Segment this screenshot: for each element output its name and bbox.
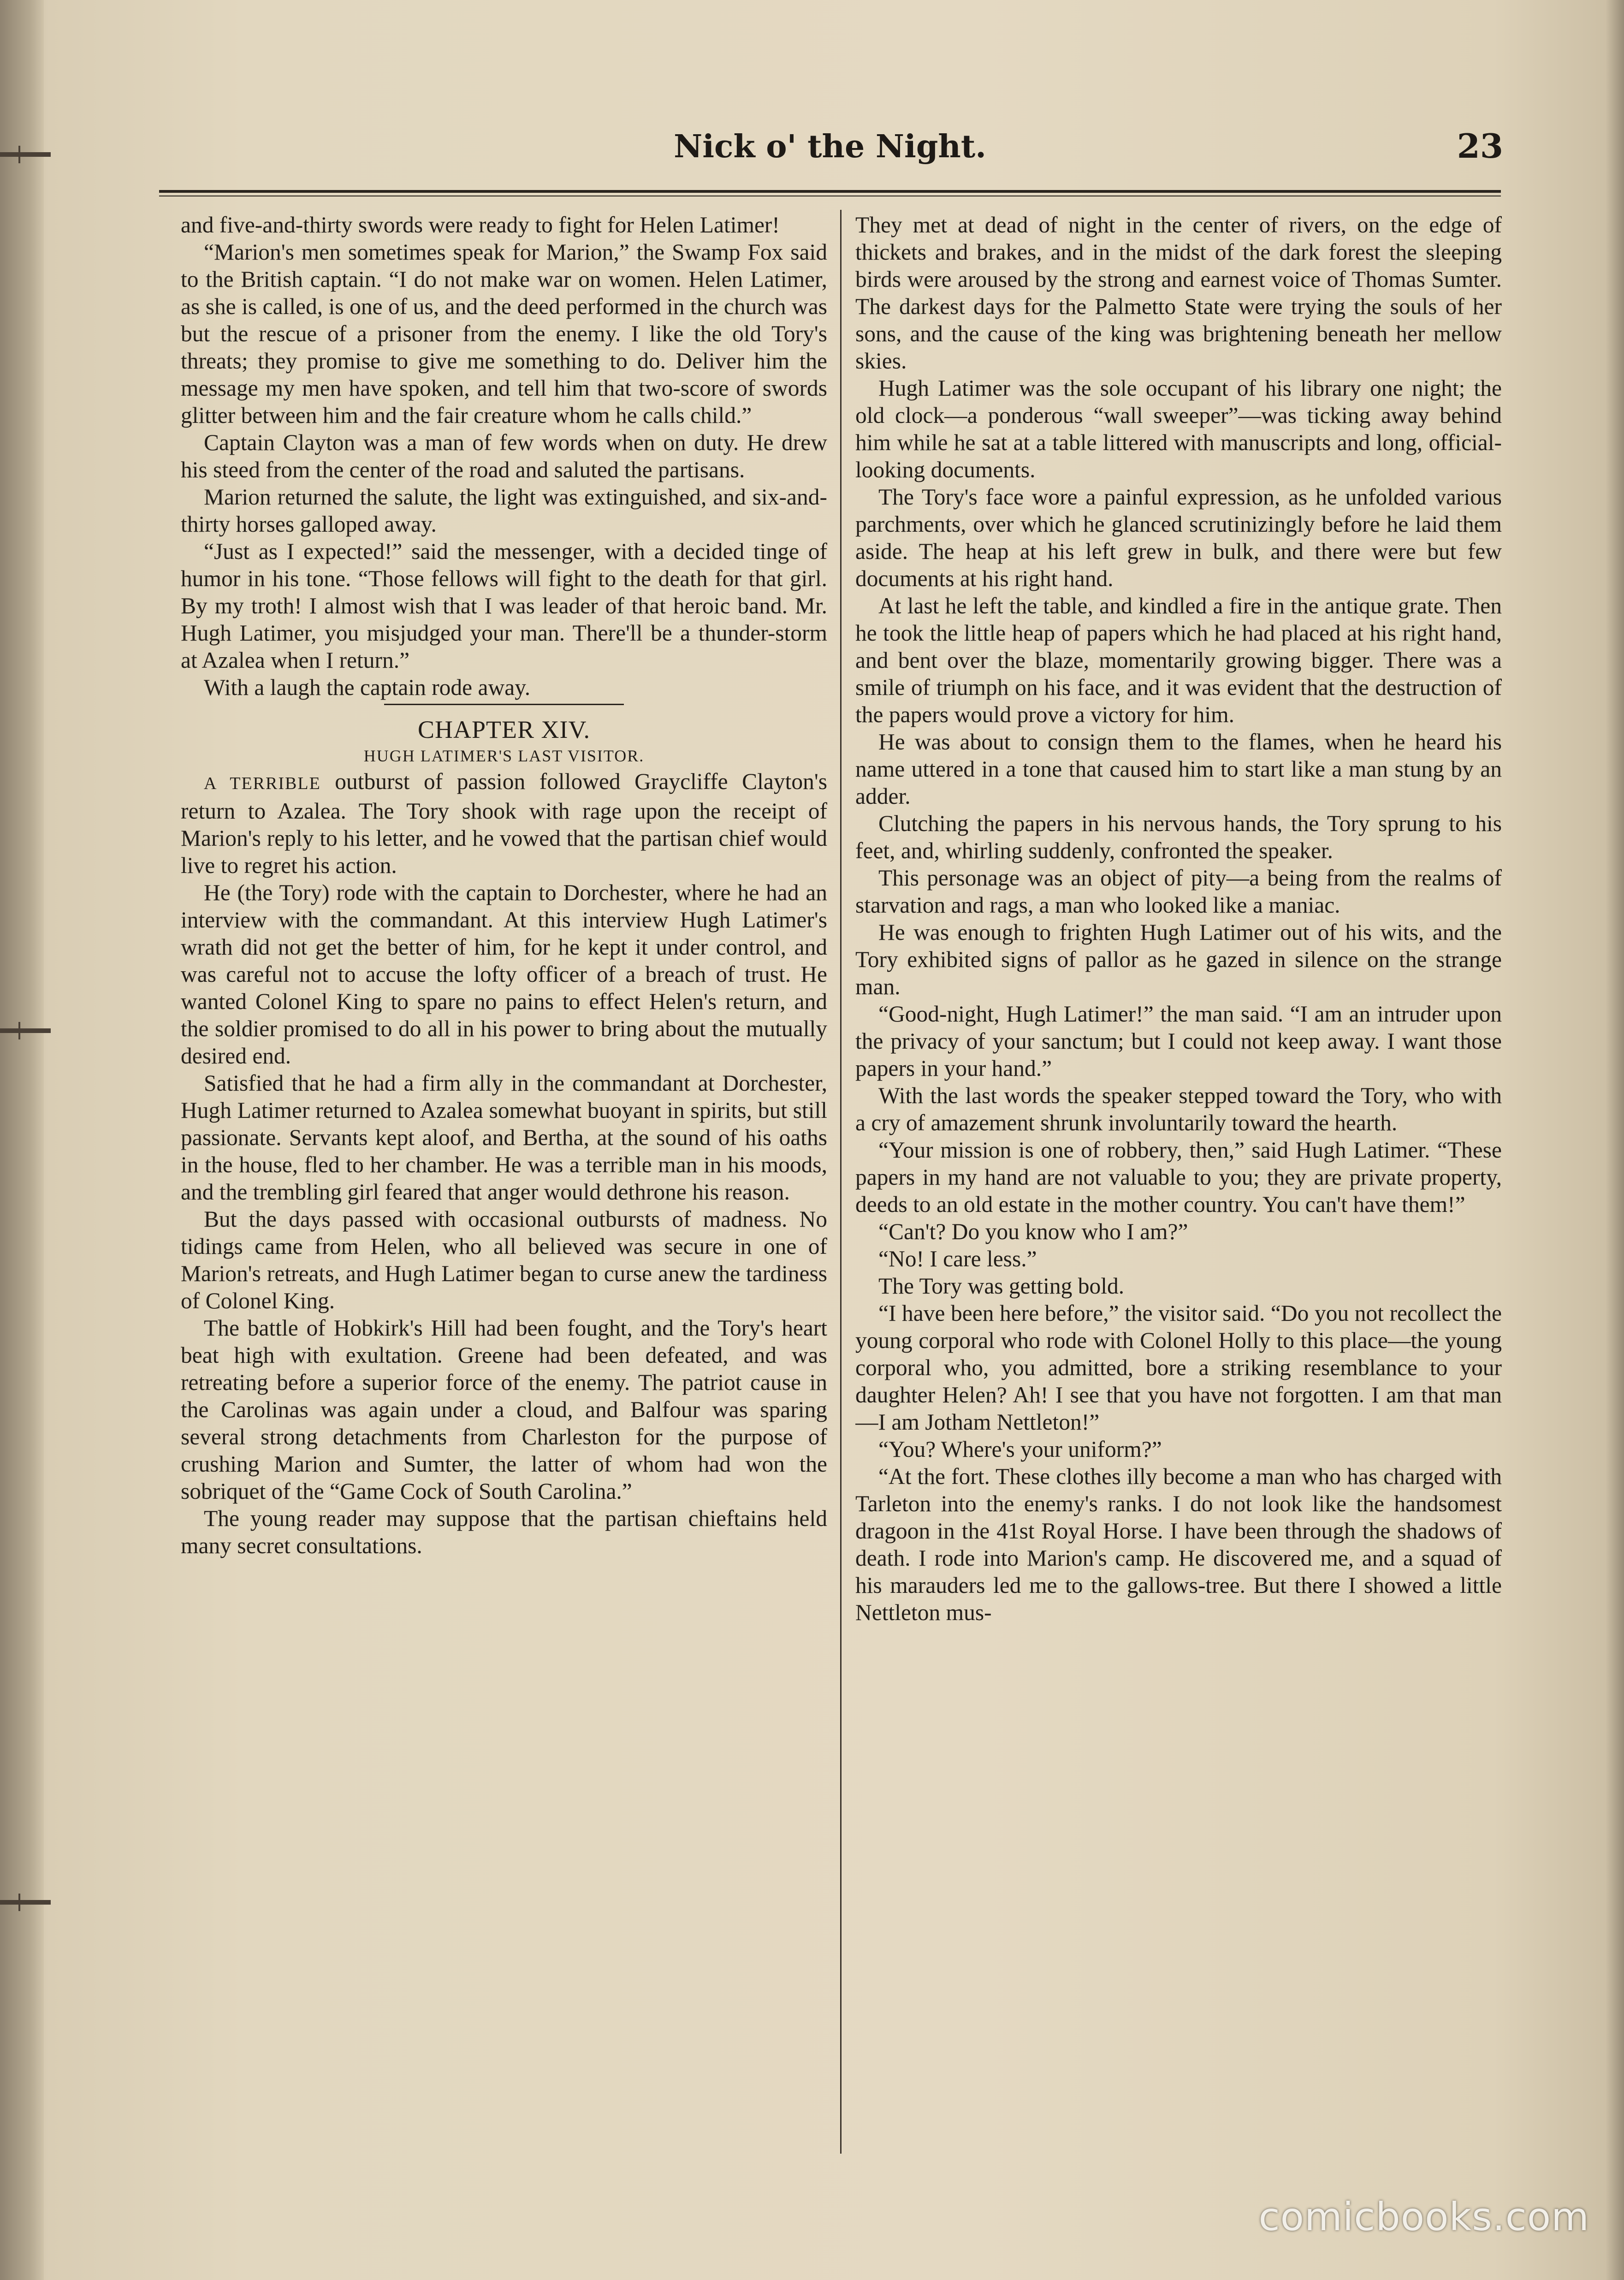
staple-mark (0, 152, 51, 157)
watermark: comicbooks.com (1258, 2194, 1589, 2239)
left-column (181, 211, 827, 2162)
paragraph: He was enough to frighten Hugh Latimer out of his wits, and the Tory exhibited signs of pallor as he gazed in silence on the strange man. (855, 920, 1502, 999)
paragraph: With a laugh the captain rode away. (204, 675, 531, 700)
paragraph: He (the Tory) rode with the captain to Dorchester, where he had an interview with the commandant. At this interview Hugh Latimer's wrath did not get the better of him, for he kept it under control, and was careful not to accuse the lofty officer of a breach of trust. He wanted Colonel King to spare no pains to effect Helen's return, and the soldier promised to do all in his power to bring about the mutually desired end. (181, 880, 827, 1069)
paragraph: “Just as I expected!” said the messenger, with a decided tinge of humor in his tone. “Those fellows will fight to the death for that girl. By my troth! I almost wish that I was leader of that heroic band. Mr. Hugh Latimer, you misjudged your man. There'll be a thunder-storm at Azalea when I return.” (181, 539, 827, 673)
paragraph: “Marion's men sometimes speak for Marion,” the Swamp Fox said to the British captain. “I do not make war on women. Helen Latimer, as she is called, is one of us, and the deed performed in the church was but the rescue of a prisoner from the enemy. I like the old Tory's threats; they promise to give me something to do. Deliver him the message my men have spoken, and tell him that two-score of swords glitter between him and the fair creature whom he calls child.” (181, 239, 827, 428)
page-number: 23 (1457, 126, 1503, 166)
paragraph: But the days passed with occasional outbursts of madness. No tidings came from Helen, who all believed was secure in one of Marion's retreats, and Hugh Latimer began to curse anew the tardiness of Colonel King. (181, 1206, 827, 1313)
chapter-divider (384, 704, 624, 705)
paragraph: The Tory was getting bold. (878, 1273, 1125, 1299)
page-edge-shadow (1606, 0, 1624, 2280)
paragraph: “I have been here before,” the visitor said. “Do you not recollect the young corporal who rode with Colonel Holly to this place—the young corporal who, you admitted, bore a striking resemblance to your daughter Helen? Ah! I see that you have not forgotten. I am that man—I am Jotham Nettleton!” (855, 1300, 1502, 1435)
paragraph: The Tory's face wore a painful expression, as he unfolded various parchments, over which he glanced scrutinizingly before he laid them aside. The heap at his left grew in bulk, and there were but few documents at his right hand. (855, 484, 1502, 591)
chapter-title: CHAPTER XIV. (417, 716, 591, 743)
paragraph: At last he left the table, and kindled a fire in the antique grate. Then he took the little heap of papers which he had placed at his right hand, and bent over the blaze, momentarily growing bigger. There was a smile of triumph on his face, and it was evident that the destruction of the papers would prove a victory for him. (855, 593, 1502, 727)
running-header (157, 125, 1503, 175)
paragraph: He was about to consign them to the flames, when he heard his name uttered in a tone that caused him to start like a man stung by an adder. (855, 729, 1502, 809)
paragraph: Hugh Latimer was the sole occupant of his library one night; the old clock—a ponderous “wall sweeper”—was ticking away behind him while he sat at a table littered with manuscripts and long, official-looking documents. (855, 375, 1502, 482)
chapter-opening-paragraph (181, 768, 827, 879)
paragraph: “Can't? Do you know who I am?” (878, 1219, 1188, 1244)
paragraph: “No! I care less.” (878, 1246, 1037, 1271)
running-title: Nick o' the Night. (674, 128, 986, 165)
column-divider (840, 210, 842, 2154)
paragraph: The young reader may suppose that the partisan chieftains held many secret consultations. (181, 1506, 827, 1558)
right-column (855, 211, 1502, 2162)
paragraph: Clutching the papers in his nervous hands, the Tory sprung to his feet, and, whirling suddenly, confronted the speaker. (855, 811, 1502, 863)
paragraph: “At the fort. These clothes illy become a man who has charged with Tarleton into the enemy's ranks. I do not look like the handsomest dragoon in the 41st Royal Horse. I have been through the shadows of death. I rode into Marion's camp. He discovered me, and a squad of his marauders led me to the gallows-tree. But there I showed a little Nettleton mus- (855, 1464, 1502, 1625)
paragraph: They met at dead of night in the center of rivers, on the edge of thickets and brakes, and in the midst of the dark forest the sleeping birds were aroused by the strong and earnest voice of Thomas Sumter. The darkest days for the Palmetto State were trying the souls of her sons, and the cause of the king was brightening beneath her mellow skies. (855, 212, 1502, 374)
header-rule (159, 190, 1501, 193)
paragraph: “You? Where's your uniform?” (878, 1437, 1162, 1462)
paragraph: “Your mission is one of robbery, then,” said Hugh Latimer. “These papers in my hand are not valuable to you; they are private property, deeds to an old estate in the mother country. You can't have them!” (855, 1137, 1502, 1217)
paragraph: Satisfied that he had a firm ally in the commandant at Dorchester, Hugh Latimer returned to Azalea somewhat buoyant in spirits, but still passionate. Servants kept aloof, and Bertha, at the sound of his oaths in the house, fled to her chamber. He was a terrible man in his moods, and the trembling girl feared that anger would dethrone his reason. (181, 1070, 827, 1205)
chapter-opening-smallcaps: A TERRIBLE (204, 774, 321, 793)
staple-mark (0, 1900, 51, 1905)
paragraph: The battle of Hobkirk's Hill had been fought, and the Tory's heart beat high with exultation. Greene had been defeated, and was retreating before a superior force of the enemy. The patriot cause in the Carolinas was again under a cloud, and Balfour was sparing several strong detachments from Charleston for the purpose of crushing Marion and Sumter, the latter of whom had won the sobriquet of the “Game Cock of South Carolina.” (181, 1315, 827, 1504)
paragraph: and five-and-thirty swords were ready to fight for Helen Latimer! (181, 212, 780, 238)
paragraph: Captain Clayton was a man of few words when on duty. He drew his steed from the center of the road and saluted the partisans. (181, 430, 827, 482)
paragraph: “Good-night, Hugh Latimer!” the man said. “I am an intruder upon the privacy of your sanctum; but I could not keep away. I want those papers in your hand.” (855, 1001, 1502, 1081)
paragraph: Marion returned the salute, the light was extinguished, and six-and-thirty horses galloped away. (181, 484, 827, 537)
chapter-opening-text: outburst of passion followed Graycliffe Clayton's return to Azalea. The Tory shook with rage upon the receipt of Marion's reply to his letter, and he vowed that the partisan chief would live to regret his action. (181, 769, 827, 878)
paragraph: With the last words the speaker stepped toward the Tory, who with a cry of amazement shrunk involuntarily toward the hearth. (855, 1083, 1502, 1135)
binding-edge (0, 0, 44, 2280)
chapter-subtitle: HUGH LATIMER'S LAST VISITOR. (363, 747, 645, 765)
staple-mark (0, 1028, 51, 1033)
paragraph: This personage was an object of pity—a being from the realms of starvation and rags, a man who looked like a maniac. (855, 865, 1502, 918)
